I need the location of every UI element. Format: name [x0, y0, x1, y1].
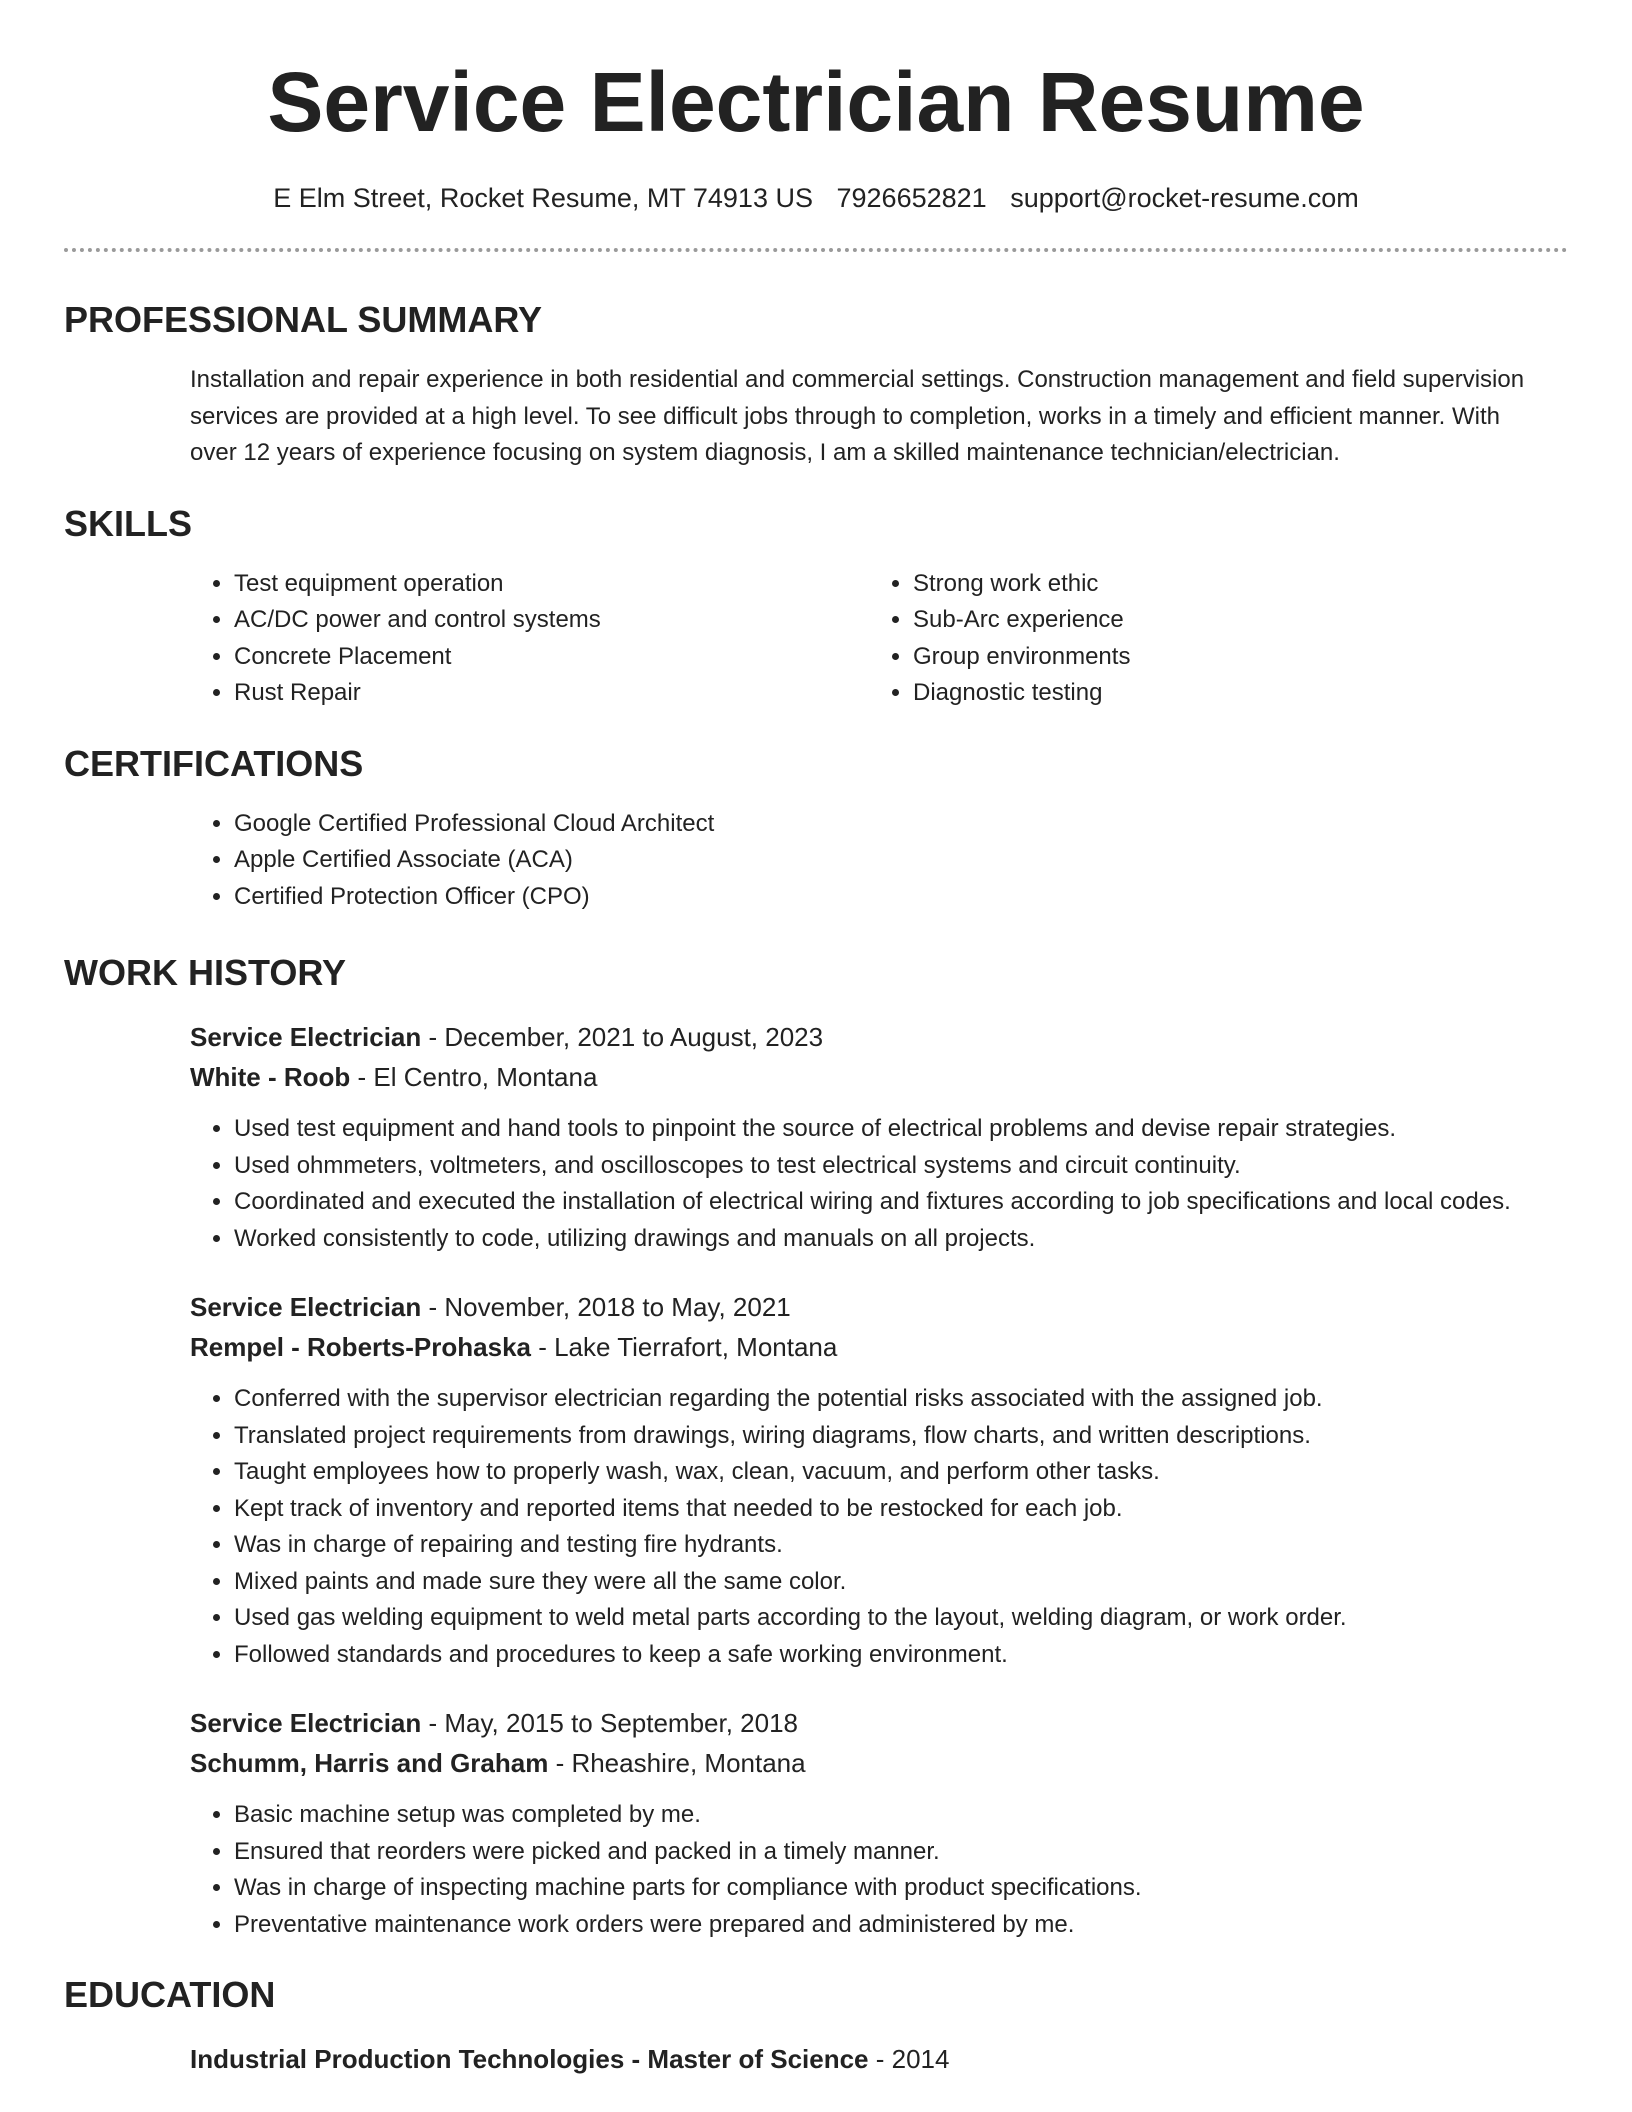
- job-bullet: • Was in charge of repairing and testing fire hydrants.: [234, 1527, 1548, 1564]
- certification-item: • Google Certified Professional Cloud Architect: [234, 806, 1548, 843]
- section-title-certifications: CERTIFICATIONS: [64, 742, 364, 784]
- job-dates: - December, 2021 to August, 2023: [421, 1022, 824, 1052]
- job-bullet: • Worked consistently to code, utilizing drawings and manuals on all projects.: [234, 1221, 1548, 1258]
- contact-info: [64, 180, 1568, 216]
- job-bullet: • Taught employees how to properly wash, wax, clean, vacuum, and perform other tasks.: [234, 1454, 1548, 1491]
- skills-section: [64, 502, 1568, 712]
- job-bullet: • Basic machine setup was completed by me.: [234, 1797, 1548, 1834]
- job-entry: [190, 1287, 1548, 1673]
- job-company: White - Roob: [190, 1062, 351, 1092]
- job-location: - Rheashire, Montana: [548, 1748, 806, 1778]
- skills-list-left: [190, 566, 869, 712]
- section-title-summary: PROFESSIONAL SUMMARY: [64, 299, 543, 340]
- job-bullet: • Translated project requirements from drawings, wiring diagrams, flow charts, and written descriptions.: [234, 1418, 1548, 1455]
- skills-list-right: [869, 566, 1548, 712]
- job-bullet: • Was in charge of inspecting machine parts for compliance with product specifications.: [234, 1870, 1548, 1907]
- job-bullets: [190, 1797, 1548, 1943]
- resume-page: [64, 0, 1568, 2079]
- education-section: [64, 1973, 1568, 2079]
- job-dates: - November, 2018 to May, 2021: [421, 1292, 791, 1322]
- job-bullet: • Preventative maintenance work orders were prepared and administered by me.: [234, 1907, 1548, 1944]
- job-role: Service Electrician: [190, 1292, 422, 1322]
- skill-item: • Rust Repair: [234, 675, 869, 712]
- job-location: - Lake Tierrafort, Montana: [530, 1332, 838, 1362]
- job-bullet: • Conferred with the supervisor electrician regarding the potential risks associated with the assigned job.: [234, 1381, 1548, 1418]
- skill-item: • Group environments: [913, 639, 1548, 676]
- job-bullet: • Kept track of inventory and reported items that needed to be restocked for each job.: [234, 1491, 1548, 1528]
- job-bullet: • Coordinated and executed the installation of electrical wiring and fixtures according to job specifications and local codes.: [234, 1184, 1548, 1221]
- job-location: - El Centro, Montana: [350, 1062, 598, 1092]
- summary-section: [64, 298, 1568, 472]
- skill-item: • Sub-Arc experience: [913, 602, 1548, 639]
- job-company: Rempel - Roberts-Prohaska: [190, 1332, 531, 1362]
- education-degree: Industrial Production Technologies - Master of Science: [190, 2044, 869, 2074]
- skill-item: • Diagnostic testing: [913, 675, 1548, 712]
- job-role: Service Electrician: [190, 1022, 422, 1052]
- job-bullet: • Followed standards and procedures to keep a safe working environment.: [234, 1637, 1548, 1674]
- job-role-line: [190, 1703, 1548, 1743]
- skill-item: • AC/DC power and control systems: [234, 602, 869, 639]
- section-title-education: EDUCATION: [64, 1974, 276, 2015]
- education-entry: [190, 2039, 1548, 2079]
- skill-item: • Strong work ethic: [913, 566, 1548, 603]
- certification-item: • Apple Certified Associate (ACA): [234, 842, 1548, 879]
- contact-email: support@rocket-resume.com: [1010, 183, 1359, 213]
- job-bullet: • Mixed paints and made sure they were all the same color.: [234, 1564, 1548, 1601]
- job-bullet: • Used test equipment and hand tools to pinpoint the source of electrical problems and devise repair strategies.: [234, 1111, 1548, 1148]
- section-title-work-history: WORK HISTORY: [64, 952, 347, 993]
- job-dates: - May, 2015 to September, 2018: [421, 1708, 799, 1738]
- contact-address: E Elm Street, Rocket Resume, MT 74913 US: [273, 183, 813, 213]
- job-bullet: • Used gas welding equipment to weld metal parts according to the layout, welding diagram, or work order.: [234, 1600, 1548, 1637]
- contact-phone: 7926652821: [836, 183, 987, 213]
- skill-item: • Test equipment operation: [234, 566, 869, 603]
- certifications-section: [64, 742, 1568, 916]
- job-entry: [190, 1703, 1548, 1943]
- work-history-section: [64, 951, 1568, 1943]
- job-entry: [190, 1017, 1548, 1257]
- job-role: Service Electrician: [190, 1708, 422, 1738]
- job-company-line: [190, 1057, 1548, 1097]
- job-role-line: [190, 1287, 1548, 1327]
- job-bullet: • Used ohmmeters, voltmeters, and oscilloscopes to test electrical systems and circuit continuity.: [234, 1148, 1548, 1185]
- header-divider: [64, 248, 1568, 252]
- resume-title: Service Electrician Resume: [267, 55, 1365, 149]
- job-company-line: [190, 1743, 1548, 1783]
- job-company: Schumm, Harris and Graham: [190, 1748, 549, 1778]
- job-bullets: [190, 1111, 1548, 1257]
- job-company-line: [190, 1327, 1548, 1367]
- summary-text: Installation and repair experience in both residential and commercial settings. Construction management and field supervision services are provided at a high level. To see difficult jobs through to completion, works in a timely and efficient manner. With over 12 years of experience focusing on system diagnosis, I am a skilled maintenance technician/electrician.: [190, 366, 1525, 466]
- certifications-list: [190, 806, 1548, 916]
- job-role-line: [190, 1017, 1548, 1057]
- job-bullet: • Ensured that reorders were picked and packed in a timely manner.: [234, 1834, 1548, 1871]
- section-title-skills: SKILLS: [64, 502, 193, 544]
- job-bullets: [190, 1381, 1548, 1673]
- education-year: - 2014: [868, 2044, 950, 2074]
- certification-item: • Certified Protection Officer (CPO): [234, 879, 1548, 916]
- skill-item: • Concrete Placement: [234, 639, 869, 676]
